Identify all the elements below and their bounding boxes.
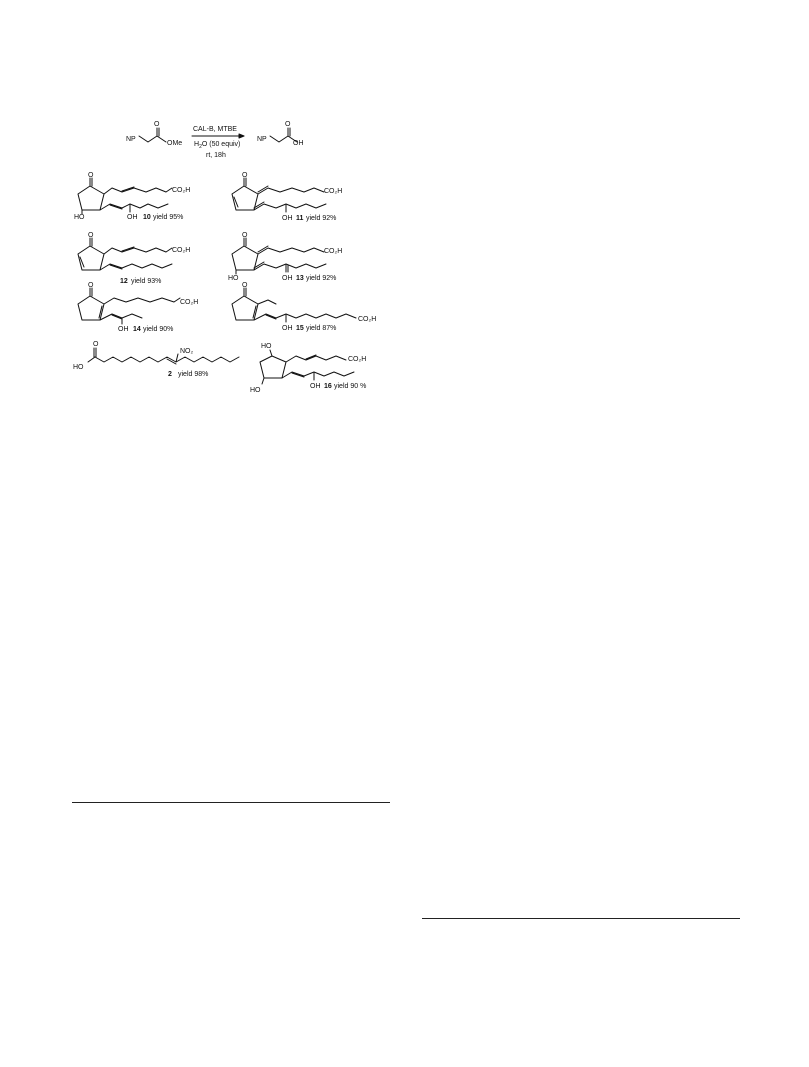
oh-label: OH (282, 325, 293, 332)
water-label: $H_2O$ (50 equiv) (194, 141, 241, 150)
footnote-rule-right (422, 918, 740, 919)
yield-label: yield 92% (306, 215, 337, 222)
compound-11 (232, 172, 342, 222)
reactant-o-label: O (154, 121, 160, 128)
scheme-drawing (0, 0, 809, 420)
acid-label: CO₂H (172, 247, 191, 254)
compound-number: 13 (296, 275, 304, 282)
compound-number: 14 (133, 326, 141, 333)
product-oh-label: OH (293, 140, 304, 147)
ketone-o-label: O (242, 232, 248, 239)
compound-number: 11 (296, 215, 304, 222)
acid-label: CO₂H (358, 316, 377, 323)
compound-16 (250, 343, 366, 394)
ketone-o-label: O (88, 172, 94, 179)
compound-15 (232, 282, 376, 332)
hydroxy-bottom-label: HO (250, 387, 261, 394)
yield-label: yield 90% (143, 326, 174, 333)
ketone-o-label: O (88, 282, 94, 289)
compound-number: 16 (324, 383, 332, 390)
oh-label: OH (310, 383, 321, 390)
oh-label: OH (282, 215, 293, 222)
yield-label: yield 93% (131, 278, 162, 285)
cyclopentane-ring (78, 186, 104, 210)
footnote-rule-left (72, 802, 390, 803)
compound-number: 12 (120, 278, 128, 285)
compound-14 (78, 282, 198, 333)
acid-label: CO₂H (172, 187, 191, 194)
conditions-label: rt, 18h (206, 152, 226, 159)
reagents-label: CAL-B, MTBE (193, 126, 237, 133)
acid-hydroxy-label: HO (73, 364, 84, 371)
cyclopentanone-ring (232, 246, 258, 270)
ketone-o-label: O (242, 282, 248, 289)
compound-12 (78, 232, 190, 285)
reaction-arrowhead (239, 134, 244, 138)
compound-number: 2 (168, 371, 172, 378)
yield-label: yield 90 % (334, 383, 367, 390)
ketone-o-label: O (242, 172, 248, 179)
oh-label: OH (127, 214, 138, 221)
reaction-scheme-figure (0, 0, 809, 420)
nitro-label: NO₂ (180, 348, 194, 355)
compound-13 (228, 232, 342, 282)
compound-10 (74, 172, 190, 221)
acid-label: CO₂H (348, 356, 367, 363)
compound-number: 15 (296, 325, 304, 332)
acid-label: CO₂H (324, 188, 343, 195)
hydroxy-label: HO (74, 214, 85, 221)
oh-label: OH (118, 326, 129, 333)
cyclopentenone-ring (78, 246, 104, 270)
yield-label: yield 92% (306, 275, 337, 282)
product-o-label: O (285, 121, 291, 128)
cyclopentenone-ring (232, 186, 258, 210)
reaction-equation (126, 121, 304, 159)
compound-number: 10 (143, 214, 151, 221)
acid-label: CO₂H (180, 299, 199, 306)
acid-label: CO₂H (324, 248, 343, 255)
reactant-np-label: NP (126, 136, 136, 143)
ketone-o-label: O (88, 232, 94, 239)
cyclopentane-ring (260, 356, 286, 378)
yield-label: yield 98% (178, 371, 209, 378)
cyclopentenone-ring (78, 296, 104, 320)
oh-label: OH (282, 275, 293, 282)
reactant-bond (139, 136, 166, 142)
yield-label: yield 87% (306, 325, 337, 332)
hydroxy-label: HO (228, 275, 239, 282)
reactant-ome-label: OMe (167, 140, 183, 147)
acid-o-label: O (93, 341, 99, 348)
yield-label: yield 95% (153, 214, 184, 221)
compound-2 (73, 341, 239, 378)
cyclopentenone-ring (232, 296, 258, 320)
product-np-label: NP (257, 136, 267, 143)
hydroxy-top-label: HO (261, 343, 272, 350)
